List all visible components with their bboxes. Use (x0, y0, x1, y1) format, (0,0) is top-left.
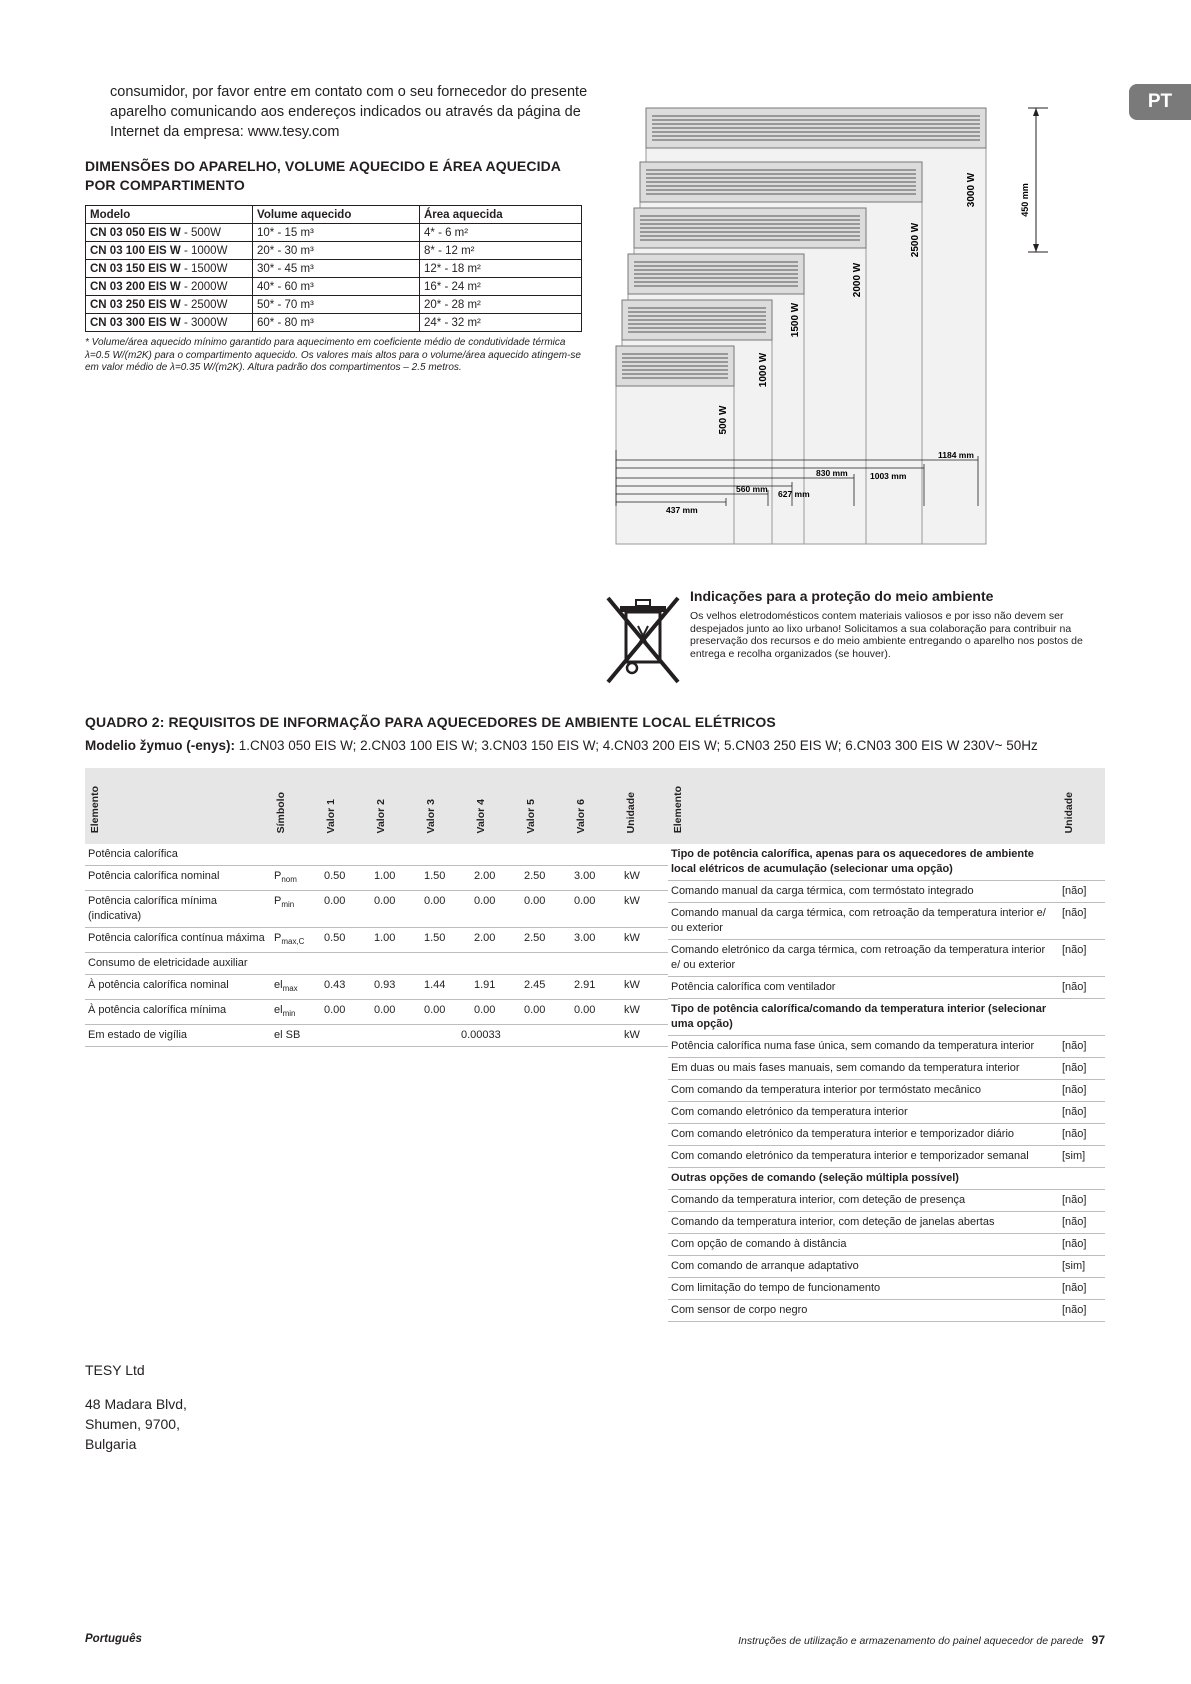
power-row-symbol (271, 891, 321, 928)
width-dimension-label: 560 mm (736, 484, 768, 494)
dimensions-table (85, 205, 582, 332)
option-text: Outras opções de comando (seleção múltipla possível) (668, 1168, 1059, 1190)
quadro2-model-label: Modelio žymuo (-enys): (85, 738, 236, 753)
intro-line: aparelho comunicando aos endereços indicados ou através da página de (110, 104, 581, 120)
option-row (668, 1080, 1105, 1102)
standby-value-text: 0.00033 (461, 1029, 501, 1041)
option-unit: [não] (1059, 1124, 1105, 1146)
height-dimension-label: 450 mm (1020, 183, 1030, 217)
option-text: Comando eletrónico da carga térmica, com retroação da temperatura interior e/ ou exterior (668, 940, 1059, 977)
power-row-value: 1.44 (421, 975, 471, 1000)
option-text: Com comando de arranque adaptativo (668, 1256, 1059, 1278)
dims-header-area: Área aquecida (420, 206, 582, 224)
footer-doc-title: Instruções de utilização e armazenamento do painel aquecedor de parede (738, 1635, 1084, 1647)
option-row (668, 1300, 1105, 1322)
option-text: Com comando eletrónico da temperatura interior (668, 1102, 1059, 1124)
option-unit (1059, 999, 1105, 1036)
symbol-sub: max (282, 984, 298, 993)
dims-cell-volume: 20* - 30 m³ (253, 242, 420, 260)
dims-cell-area: 16* - 24 m² (420, 278, 582, 296)
power-row (85, 1000, 668, 1025)
col-header-value6-text: Valor 6 (575, 798, 587, 833)
dims-cell-model (86, 314, 253, 332)
option-unit: [não] (1059, 1102, 1105, 1124)
option-row (668, 1146, 1105, 1168)
power-row-value (371, 844, 421, 866)
power-row-value: 1.50 (421, 928, 471, 953)
power-row-value: 2.50 (521, 866, 571, 891)
power-row-value: 0.93 (371, 975, 421, 1000)
width-dimension-label: 830 mm (816, 468, 848, 478)
option-unit (1059, 1168, 1105, 1190)
dims-cell-model (86, 224, 253, 242)
symbol-base: P (274, 895, 282, 907)
option-text: Potência calorífica numa fase única, sem comando da temperatura interior (668, 1036, 1059, 1058)
company-address (85, 1360, 187, 1454)
option-unit: [não] (1059, 1190, 1105, 1212)
power-row-value (521, 844, 571, 866)
option-text: Comando manual da carga térmica, com retroação da temperatura interior e/ ou exterior (668, 903, 1059, 940)
dims-row (86, 278, 582, 296)
power-row-value: 0.00 (571, 891, 621, 928)
heater-power-label: 500 W (718, 405, 729, 435)
address-line: Bulgaria (85, 1436, 137, 1452)
option-unit: [sim] (1059, 1256, 1105, 1278)
power-row-value: 0.00 (521, 891, 571, 928)
weee-crossed-bin-icon (604, 590, 682, 686)
power-row-item: Potência calorífica (85, 844, 271, 866)
dims-row (86, 242, 582, 260)
option-row (668, 1036, 1105, 1058)
power-row-unit (621, 844, 668, 866)
col-header-unit-text: Unidade (625, 791, 637, 833)
model-power: - 2500W (180, 298, 228, 311)
col-header-value1-text: Valor 1 (325, 798, 337, 833)
dims-cell-model (86, 242, 253, 260)
option-text: Com comando eletrónico da temperatura interior e temporizador semanal (668, 1146, 1059, 1168)
dims-row (86, 296, 582, 314)
dims-cell-model (86, 278, 253, 296)
symbol-base: P (274, 932, 282, 944)
option-row (668, 1256, 1105, 1278)
option-row (668, 1102, 1105, 1124)
control-options-table (668, 768, 1105, 1322)
option-unit: [não] (1059, 1036, 1105, 1058)
option-unit: [não] (1059, 977, 1105, 999)
power-row-symbol (271, 866, 321, 891)
heater-power-label: 3000 W (966, 172, 977, 208)
power-row-item: Potência calorífica mínima (indicativa) (85, 891, 271, 928)
model-power: - 500W (180, 226, 222, 239)
quadro2-models (85, 738, 1105, 753)
model-power: - 3000W (180, 316, 228, 329)
power-row-value (471, 953, 521, 975)
dims-title-line2: POR COMPARTIMENTO (85, 177, 245, 193)
option-text: Tipo de potência calorífica/comando da temperatura interior (selecionar uma opção) (668, 999, 1059, 1036)
dims-cell-model (86, 260, 253, 278)
power-row-item: À potência calorífica mínima (85, 1000, 271, 1025)
address-line: 48 Madara Blvd, (85, 1396, 187, 1412)
power-row-value: 2.45 (521, 975, 571, 1000)
option-text: Tipo de potência calorífica, apenas para os aquecedores de ambiente local elétricos de acumulação (selecionar uma opção) (668, 844, 1059, 881)
option-unit: [não] (1059, 881, 1105, 903)
standby-item: Em estado de vigília (85, 1025, 271, 1047)
power-row-value (321, 844, 371, 866)
power-row-symbol (271, 975, 321, 1000)
dims-header-volume: Volume aquecido (253, 206, 420, 224)
model-power: - 2000W (180, 280, 228, 293)
option-group-row (668, 1168, 1105, 1190)
standby-row (85, 1025, 668, 1047)
company-name: TESY Ltd (85, 1362, 145, 1378)
power-row (85, 928, 668, 953)
heater-power-label: 2000 W (852, 262, 863, 298)
power-row-value: 2.91 (571, 975, 621, 1000)
dims-cell-volume: 10* - 15 m³ (253, 224, 420, 242)
dims-cell-volume: 40* - 60 m³ (253, 278, 420, 296)
power-row-value (371, 953, 421, 975)
option-row (668, 881, 1105, 903)
power-row-value: 0.43 (321, 975, 371, 1000)
option-unit (1059, 844, 1105, 881)
option-row (668, 1234, 1105, 1256)
dims-row (86, 224, 582, 242)
footer-language: Português (85, 1633, 142, 1645)
power-row-value (421, 844, 471, 866)
power-row-value: 1.50 (421, 866, 471, 891)
col-header-symbol (271, 768, 321, 844)
standby-unit: kW (621, 1025, 668, 1047)
power-row-value: 2.00 (471, 866, 521, 891)
option-text: Comando da temperatura interior, com deteção de janelas abertas (668, 1212, 1059, 1234)
option-unit: [não] (1059, 1278, 1105, 1300)
option-text: Com comando eletrónico da temperatura interior e temporizador diário (668, 1124, 1059, 1146)
col-header-unit-right (1059, 768, 1105, 844)
heater-power-label: 1500 W (790, 302, 801, 338)
option-text: Comando da temperatura interior, com deteção de presença (668, 1190, 1059, 1212)
col-header-element (85, 768, 271, 844)
option-unit: [não] (1059, 903, 1105, 940)
dims-cell-volume: 30* - 45 m³ (253, 260, 420, 278)
power-row-symbol (271, 844, 321, 866)
width-dimension-label: 1003 mm (870, 471, 907, 481)
footer-title (738, 1633, 1105, 1647)
dims-cell-area: 24* - 32 m² (420, 314, 582, 332)
symbol-base: P (274, 870, 282, 882)
power-row-unit: kW (621, 866, 668, 891)
power-row-symbol (271, 953, 321, 975)
col-header-value3 (421, 768, 471, 844)
col-header-value2 (371, 768, 421, 844)
power-row-value: 1.91 (471, 975, 521, 1000)
symbol-sub: min (282, 1009, 296, 1018)
option-row (668, 1058, 1105, 1080)
option-row (668, 1124, 1105, 1146)
power-row (85, 953, 668, 975)
symbol-sub: nom (281, 875, 297, 884)
option-text: Comando manual da carga térmica, com termóstato integrado (668, 881, 1059, 903)
model-code: CN 03 100 EIS W (90, 244, 181, 257)
address-line: Shumen, 9700, (85, 1416, 180, 1432)
option-text: Potência calorífica com ventilador (668, 977, 1059, 999)
dims-cell-area: 20* - 28 m² (420, 296, 582, 314)
standby-empty (371, 1025, 421, 1047)
power-row-value: 0.00 (321, 891, 371, 928)
language-tab: PT (1129, 84, 1191, 120)
col-header-unit (621, 768, 668, 844)
col-header-symbol-text: Símbolo (275, 791, 287, 833)
power-row-item: Potência calorífica contínua máxima (85, 928, 271, 953)
quadro2-title: QUADRO 2: REQUISITOS DE INFORMAÇÃO PARA AQUECEDORES DE AMBIENTE LOCAL ELÉTRICOS (85, 714, 776, 730)
col-header-element-right (668, 768, 1059, 844)
model-power: - 1000W (180, 244, 228, 257)
power-row-value: 1.00 (371, 866, 421, 891)
power-values-table (85, 768, 668, 1047)
symbol-base: el (274, 979, 283, 991)
power-row-value (421, 953, 471, 975)
power-row-value: 0.50 (321, 866, 371, 891)
standby-symbol: el SB (271, 1025, 321, 1047)
power-row-item: Potência calorífica nominal (85, 866, 271, 891)
power-row-value: 3.00 (571, 866, 621, 891)
environment-body: Os velhos eletrodomésticos contem materiais valiosos e por isso não devem ser despejados junto ao lixo urbano! Solicitamos a sua colaboração para contribuir na preservação dos recursos e do meio ambiente entregando o aparelho nos postos de entrega e recolha organizados (se houver). (690, 610, 1083, 660)
power-row-item: À potência calorífica nominal (85, 975, 271, 1000)
power-row-value (521, 953, 571, 975)
environment-title: Indicações para a proteção do meio ambiente (690, 588, 994, 604)
col-header-value1 (321, 768, 371, 844)
option-unit: [não] (1059, 1300, 1105, 1322)
heater-dimensions-diagram (608, 100, 1078, 550)
power-row-value: 3.00 (571, 928, 621, 953)
col-header-value6 (571, 768, 621, 844)
dims-row (86, 260, 582, 278)
standby-empty (321, 1025, 371, 1047)
power-row-value: 0.00 (321, 1000, 371, 1025)
option-group-row (668, 844, 1105, 881)
intro-paragraph (110, 82, 600, 142)
power-row-value: 2.50 (521, 928, 571, 953)
power-row-item: Consumo de eletricidade auxiliar (85, 953, 271, 975)
col-header-value4-text: Valor 4 (475, 798, 487, 833)
col-header-unit-right-text: Unidade (1063, 791, 1075, 833)
power-row (85, 891, 668, 928)
power-row-value: 1.00 (371, 928, 421, 953)
power-row-value (321, 953, 371, 975)
power-row-value: 0.00 (421, 891, 471, 928)
col-header-value5-text: Valor 5 (525, 798, 537, 833)
symbol-base: el (274, 1004, 283, 1016)
option-text: Com comando da temperatura interior por termóstato mecânico (668, 1080, 1059, 1102)
col-header-value3-text: Valor 3 (425, 798, 437, 833)
col-header-value2-text: Valor 2 (375, 798, 387, 833)
power-row (85, 844, 668, 866)
dims-cell-area: 4* - 6 m² (420, 224, 582, 242)
symbol-sub: max,C (281, 937, 305, 946)
option-text: Com sensor de corpo negro (668, 1300, 1059, 1322)
dims-cell-model (86, 296, 253, 314)
dims-row (86, 314, 582, 332)
option-unit: [não] (1059, 940, 1105, 977)
model-code: CN 03 150 EIS W (90, 262, 181, 275)
power-row-unit: kW (621, 891, 668, 928)
power-row-unit: kW (621, 975, 668, 1000)
dims-title-line1: DIMENSÕES DO APARELHO, VOLUME AQUECIDO E ÁREA AQUECIDA (85, 158, 561, 174)
option-row (668, 940, 1105, 977)
power-row-unit: kW (621, 1000, 668, 1025)
dims-cell-area: 8* - 12 m² (420, 242, 582, 260)
standby-value (421, 1025, 621, 1047)
power-row-value (471, 844, 521, 866)
environment-notice (690, 588, 1110, 660)
col-header-value4 (471, 768, 521, 844)
dims-cell-volume: 60* - 80 m³ (253, 314, 420, 332)
power-row-value: 0.50 (321, 928, 371, 953)
power-row-value (571, 953, 621, 975)
width-dimension-label: 627 mm (778, 489, 810, 499)
quadro2-model-list: 1.CN03 050 EIS W; 2.CN03 100 EIS W; 3.CN03 150 EIS W; 4.CN03 200 EIS W; 5.CN03 250 EIS W; 6.CN03 300 EIS W 230V~ 50Hz (235, 738, 1038, 753)
option-row (668, 977, 1105, 999)
model-code: CN 03 200 EIS W (90, 280, 181, 293)
heater-power-label: 2500 W (910, 222, 921, 258)
intro-line: Internet da empresa: www.tesy.com (110, 124, 340, 140)
option-group-row (668, 999, 1105, 1036)
option-unit: [não] (1059, 1080, 1105, 1102)
col-header-element-right-text: Elemento (672, 785, 684, 833)
power-row-value: 0.00 (521, 1000, 571, 1025)
col-header-element-text: Elemento (89, 785, 101, 833)
power-row-value: 0.00 (571, 1000, 621, 1025)
option-row (668, 1278, 1105, 1300)
option-text: Com opção de comando à distância (668, 1234, 1059, 1256)
width-dimension-label: 437 mm (666, 505, 698, 515)
intro-line: consumidor, por favor entre em contato com o seu fornecedor do presente (110, 84, 588, 100)
power-row-value: 0.00 (371, 891, 421, 928)
option-row (668, 903, 1105, 940)
model-code: CN 03 050 EIS W (90, 226, 181, 239)
power-row-unit (621, 953, 668, 975)
option-unit: [não] (1059, 1234, 1105, 1256)
model-power: - 1500W (180, 262, 228, 275)
model-code: CN 03 300 EIS W (90, 316, 181, 329)
dims-cell-volume: 50* - 70 m³ (253, 296, 420, 314)
option-row (668, 1190, 1105, 1212)
power-row-unit: kW (621, 928, 668, 953)
width-dimension-label: 1184 mm (938, 450, 974, 460)
symbol-sub: min (281, 900, 295, 909)
model-code: CN 03 250 EIS W (90, 298, 181, 311)
dims-header-model: Modelo (86, 206, 253, 224)
option-row (668, 1212, 1105, 1234)
page-number: 97 (1091, 1633, 1105, 1647)
dims-title (85, 157, 561, 195)
power-row-value: 0.00 (471, 1000, 521, 1025)
option-unit: [sim] (1059, 1146, 1105, 1168)
power-row (85, 975, 668, 1000)
power-row-value: 0.00 (421, 1000, 471, 1025)
option-unit: [não] (1059, 1058, 1105, 1080)
dims-cell-area: 12* - 18 m² (420, 260, 582, 278)
power-row-symbol (271, 1000, 321, 1025)
col-header-value5 (521, 768, 571, 844)
power-row (85, 866, 668, 891)
power-row-value: 2.00 (471, 928, 521, 953)
dims-footnote: * Volume/área aquecido mínimo garantido para aquecimento em coeficiente médio de condutividade térmica λ=0.5 W/(m2K) para o compartimento aquecido. Os valores mais altos para o volume/área aquecido atingem-se em valor médio de λ=0.35 W/(m2K). Altura padrão dos compartimentos – 2.5 metros. (85, 337, 581, 373)
power-row-value (571, 844, 621, 866)
option-text: Com limitação do tempo de funcionamento (668, 1278, 1059, 1300)
power-row-value: 0.00 (371, 1000, 421, 1025)
power-row-value: 0.00 (471, 891, 521, 928)
option-unit: [não] (1059, 1212, 1105, 1234)
option-text: Em duas ou mais fases manuais, sem comando da temperatura interior (668, 1058, 1059, 1080)
heater-power-label: 1000 W (758, 352, 769, 388)
power-row-symbol (271, 928, 321, 953)
